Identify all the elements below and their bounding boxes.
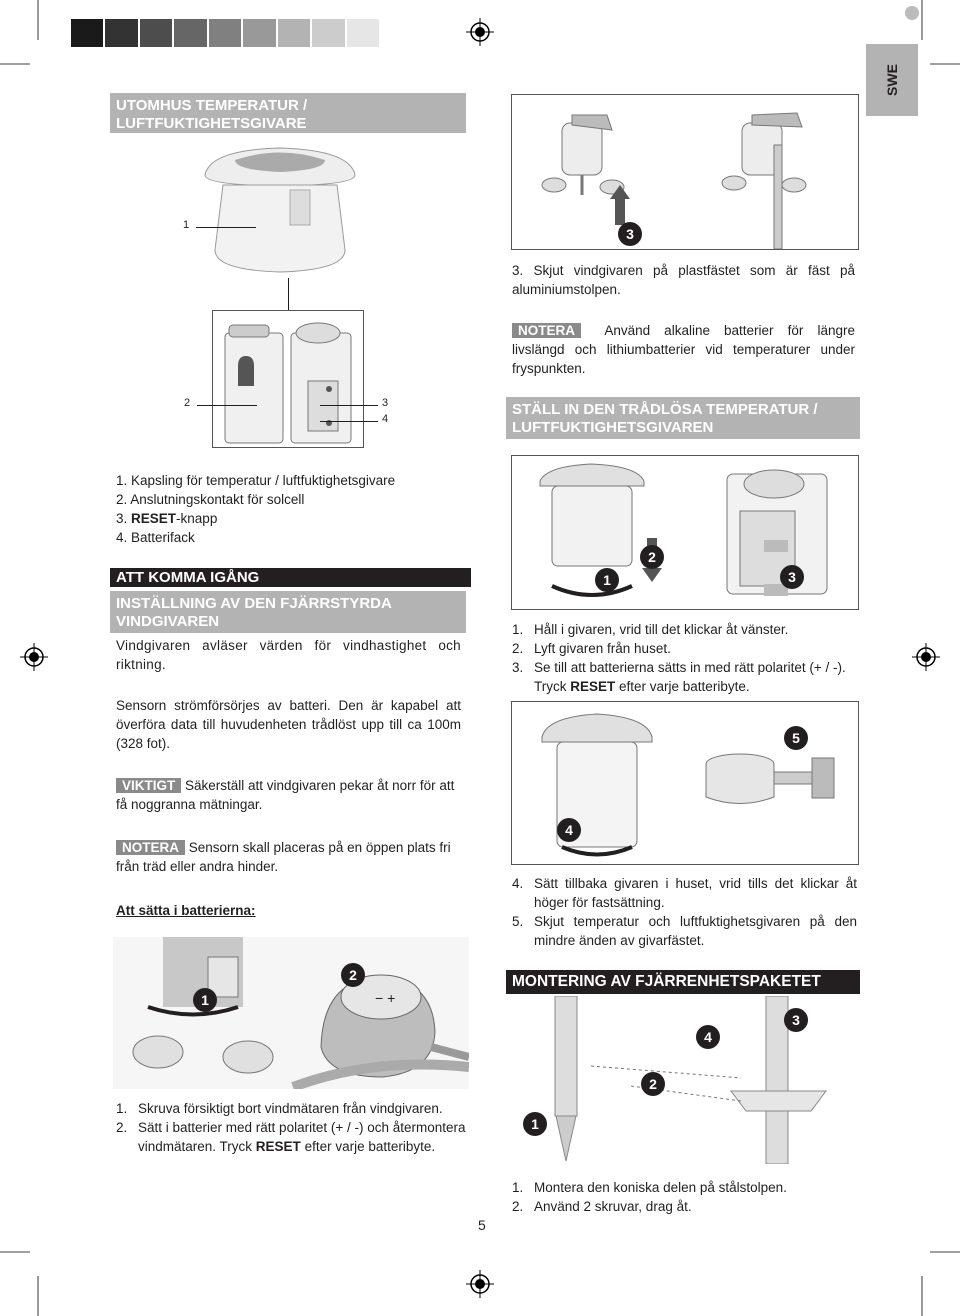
callout-4: 4 [382, 413, 389, 425]
color-dot [905, 6, 919, 20]
section-header-mounting: MONTERING AV FJÄRRENHETSPAKETET [506, 970, 860, 994]
callout-line-3 [320, 405, 378, 406]
list-item: 1. Håll i givaren, vrid till det klickar åt vänster. [512, 622, 789, 637]
note-notice [116, 838, 466, 876]
note-text-right: Använd alkaline batterier för längre livslängd och lithiumbatterier vid temperaturer under fryspunkten. [512, 323, 855, 376]
page-number: 5 [478, 1217, 486, 1233]
callout-3: 3 [382, 397, 389, 409]
svg-text:− +: − + [375, 990, 396, 1006]
reassembly-figure [511, 701, 859, 865]
list-item: 2. Lyft givaren från huset. [512, 641, 671, 656]
important-text: Säkerställ att vindgivaren pekar åt norr för att få noggranna mätningar. [116, 778, 455, 812]
callout-line-2 [197, 405, 257, 406]
setup-steps-list [512, 620, 857, 696]
section-header-wireless-setup: STÄLL IN DEN TRÅDLÖSA TEMPERATUR / LUFTFUKTIGHETSGIVAREN [506, 397, 860, 439]
battery-insertion-figure [113, 937, 469, 1089]
battery-note [512, 321, 855, 378]
list-item: 3. RESET-knapp [116, 511, 218, 526]
paragraph-wind-sensor: Vindgivaren avläser värden för vindhastighet och riktning. [116, 638, 461, 672]
paragraph-battery-power: Sensorn strömförsörjes av batteri. Den är kapabel att överföra data till huvudenheten trådlöst upp till ca 100m (328 fot). [116, 698, 461, 751]
list-item: 2. Sätt i batterier med rätt polaritet (+ / -) och återmontera vindmätaren. Tryck RESET efter varje batteribyte. [116, 1120, 466, 1154]
step-badge-5: 5 [784, 726, 808, 750]
step-badge-4: 4 [557, 818, 581, 842]
step-badge-1: 1 [595, 568, 619, 592]
step-badge-1: 1 [523, 1112, 547, 1136]
color-bar [70, 18, 380, 48]
callout-line-1 [196, 227, 256, 228]
battery-heading: Att sätta i batterierna: [116, 903, 256, 918]
step-badge-2: 2 [341, 963, 365, 987]
setup-steps-list-2 [512, 874, 857, 950]
wind-sensor-mounting-figure [511, 94, 859, 250]
step-badge-4: 4 [696, 1025, 720, 1049]
list-item: 1. Skruva försiktigt bort vindmätaren från vindgivaren. [116, 1101, 443, 1116]
registration-mark-right [912, 643, 940, 671]
mounting-figure [511, 996, 859, 1164]
section-header-remote-setup: INSTÄLLNING AV DEN FJÄRRSTYRDA VINDGIVAREN [110, 591, 466, 633]
list-item: 5. Skjut temperatur och luftfuktighetsgivaren på den mindre änden av givarfästet. [512, 914, 857, 948]
registration-mark-top [466, 18, 494, 46]
step-badge-2: 2 [641, 1072, 665, 1096]
list-item: 4. Sätt tillbaka givaren i huset, vrid tills det klickar åt höger för fastsättning. [512, 876, 857, 910]
list-item: 1. Montera den koniska delen på stålstolpen. [512, 1180, 787, 1195]
section-header-getting-started: ATT KOMMA IGÅNG [110, 568, 471, 587]
important-tag: VIKTIGT [116, 778, 181, 793]
step-badge-3: 3 [618, 222, 642, 246]
list-item: 3. Se till att batterierna sätts in med rätt polaritet (+ / -). Tryck RESET efter varje batteribyte. [512, 660, 846, 694]
note-tag: NOTERA [116, 840, 185, 855]
note-text: Sensorn skall placeras på en öppen plats fri från träd eller andra hinder. [116, 840, 451, 874]
callout-line-4 [320, 421, 378, 422]
sensor-illustration [195, 140, 365, 280]
list-item: 1. Kapsling för temperatur / luftfuktighetsgivare [116, 473, 396, 488]
step-badge-2: 2 [640, 545, 664, 569]
list-item: 2. Använd 2 skruvar, drag åt. [512, 1199, 692, 1214]
section-header-outdoor-sensor: UTOMHUS TEMPERATUR / LUFTFUKTIGHETSGIVARE [110, 93, 466, 133]
note-tag-right: NOTERA [512, 323, 581, 338]
step-badge-3: 3 [784, 1008, 808, 1032]
callout-2: 2 [184, 397, 191, 409]
language-tab [866, 44, 918, 116]
callout-1: 1 [183, 219, 190, 231]
language-tab-label: SWE [884, 64, 900, 96]
registration-mark-left [20, 643, 48, 671]
list-item: 2. Anslutningskontakt för solcell [116, 492, 305, 507]
step3-text: 3. Skjut vindgivaren på plastfästet som är fäst på aluminiumstolpen. [512, 263, 855, 297]
parts-list [116, 471, 466, 547]
step-badge-3: 3 [780, 565, 804, 589]
list-item: 4. Batterifack [116, 530, 195, 545]
battery-compartment-figure [212, 310, 364, 448]
callout-line-down [288, 278, 289, 312]
important-notice [116, 776, 466, 814]
battery-steps-list [116, 1099, 466, 1156]
registration-mark-bottom [466, 1270, 494, 1298]
mount-steps-list [512, 1178, 857, 1216]
step-badge-1: 1 [193, 988, 217, 1012]
sensor-housing-figure [511, 455, 859, 610]
